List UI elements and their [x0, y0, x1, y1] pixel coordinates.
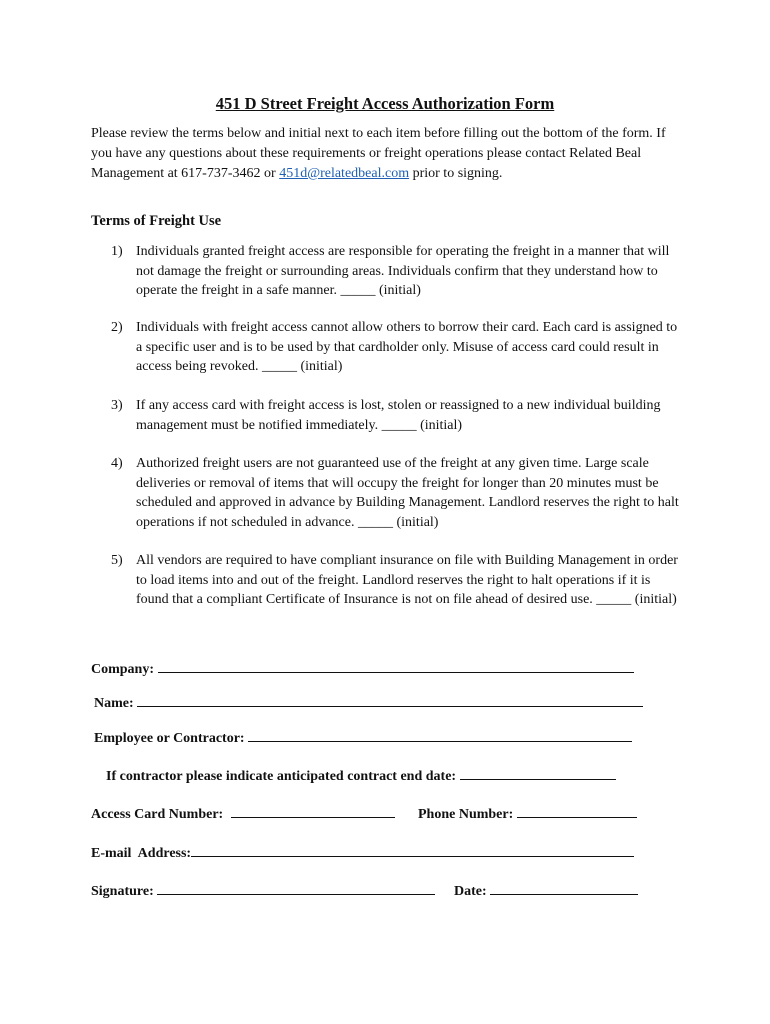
date-row [454, 880, 638, 900]
intro-text: Please review the terms below and initial next to each item before filling out the bottom of the form. If you have any questions about these requirements or freight operations please contact Related Beal Management at 617-737-3462 or [91, 126, 666, 181]
name-row [94, 692, 643, 712]
form-title: 451 D Street Freight Access Authorization Form [215, 94, 555, 113]
phone-row [418, 803, 637, 823]
term-number: 4) [111, 456, 123, 471]
term-text: Individuals with freight access cannot allow others to borrow their card. Each card is assigned to a specific user and is to be used by that cardholder only. Misuse of access card could result in access being revoked. _____ (initial) [136, 320, 678, 374]
date-input-line[interactable] [490, 880, 638, 895]
term-item-5 [111, 551, 681, 610]
term-text: If any access card with freight access is lost, stolen or reassigned to a new individual building management must be notified immediately. _____ (initial) [136, 398, 661, 433]
terms-heading: Terms of Freight Use [91, 213, 222, 229]
company-label: Company: [91, 662, 155, 677]
email-input-line[interactable] [191, 842, 634, 857]
term-item-3 [111, 396, 681, 435]
term-number: 5) [111, 553, 123, 568]
access-card-input-line[interactable] [231, 803, 395, 818]
email-row [91, 842, 634, 862]
employee-contractor-label: Employee or Contractor: [94, 731, 245, 746]
company-row [91, 658, 634, 678]
company-input-line[interactable] [158, 658, 634, 673]
intro-paragraph [91, 124, 681, 184]
term-number: 2) [111, 320, 123, 335]
name-input-line[interactable] [137, 692, 643, 707]
contact-email-link[interactable]: 451d@relatedbeal.com [279, 166, 410, 181]
term-number: 3) [111, 398, 123, 413]
intro-text-end: prior to signing. [409, 166, 503, 181]
signature-label: Signature: [91, 884, 154, 899]
term-number: 1) [111, 244, 123, 259]
signature-input-line[interactable] [157, 880, 435, 895]
employee-contractor-input-line[interactable] [248, 727, 632, 742]
contract-end-input-line[interactable] [460, 765, 616, 780]
term-text: All vendors are required to have compliant insurance on file with Building Management in order to load items into and out of the freight. Landlord reserves the right to halt operations if it is found that a compliant Certificate of Insurance is not on file ahead of desired use. _____ (initial) [136, 553, 678, 607]
access-card-row [91, 803, 395, 823]
employee-contractor-row [94, 727, 632, 747]
name-label: Name: [94, 696, 134, 711]
term-item-2 [111, 318, 681, 377]
date-label: Date: [454, 884, 487, 899]
term-text: Individuals granted freight access are responsible for operating the freight in a manner that will not damage the freight or surrounding areas. Individuals confirm that they understand how to operate the freight in a safe manner. _____ (initial) [136, 244, 670, 298]
term-text: Authorized freight users are not guaranteed use of the freight at any given time. Large scale deliveries or removal of items that will occupy the freight for longer than 20 minutes must be scheduled and approved in advance by Building Management. Landlord reserves the right to halt operations if not scheduled in advance. _____ (initial) [136, 456, 679, 530]
contract-end-label: If contractor please indicate anticipated contract end date: [106, 769, 457, 784]
phone-input-line[interactable] [517, 803, 637, 818]
signature-row [91, 880, 435, 900]
access-card-label: Access Card Number: [91, 807, 224, 822]
phone-label: Phone Number: [418, 807, 514, 822]
contract-end-row [106, 765, 616, 785]
email-label: E-mail Address: [91, 846, 192, 861]
term-item-1 [111, 242, 681, 301]
term-item-4 [111, 454, 681, 532]
